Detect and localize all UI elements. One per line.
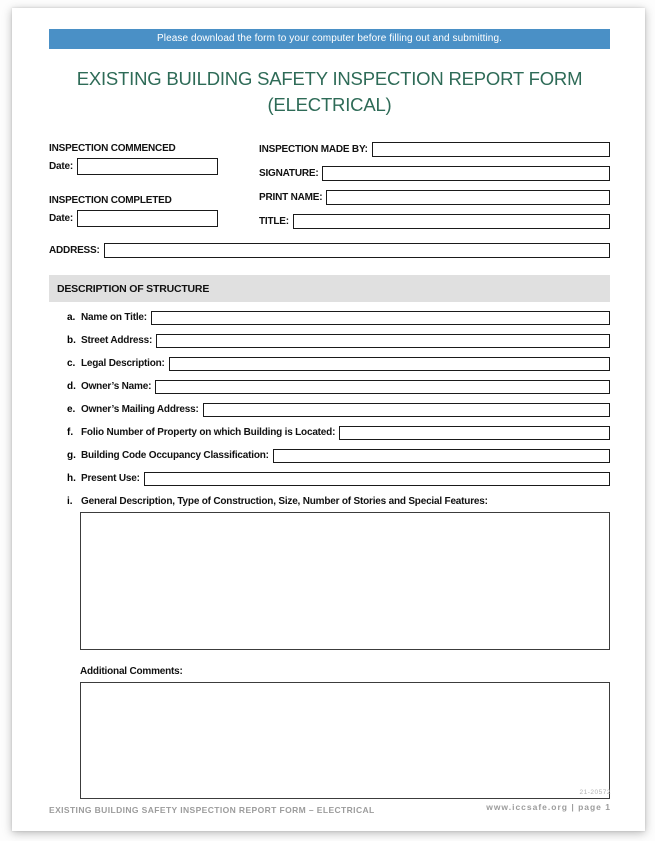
download-notice-text: Please download the form to your computer before filling out and submitting. <box>156 33 502 44</box>
inspection-completed-label: INSPECTION COMPLETED <box>49 194 172 206</box>
name-on-title-input[interactable] <box>151 311 610 325</box>
item-row-f <box>67 426 610 440</box>
general-description-textarea[interactable] <box>80 512 610 650</box>
print-name-row <box>259 190 610 205</box>
address-row <box>49 243 610 258</box>
item-letter: d. <box>67 381 76 393</box>
legal-description-input[interactable] <box>169 357 610 371</box>
item-label: Owner’s Name: <box>81 381 152 393</box>
title-input[interactable] <box>293 214 610 229</box>
print-name-input[interactable] <box>326 190 610 205</box>
item-row-i <box>67 496 610 507</box>
form-title-line2: (ELECTRICAL) <box>267 93 392 115</box>
form-title-line1: EXISTING BUILDING SAFETY INSPECTION REPORT FORM <box>76 68 583 89</box>
inspection-fields <box>49 142 610 229</box>
item-row-d <box>67 380 610 394</box>
signature-row <box>259 166 610 181</box>
section-header-text: DESCRIPTION OF STRUCTURE <box>57 282 210 295</box>
additional-comments-textarea[interactable] <box>80 682 610 799</box>
structure-items <box>49 311 610 799</box>
item-letter: i. <box>67 495 73 507</box>
item-row-a <box>67 311 610 325</box>
footer-site-page: www.iccsafe.org | page 1 <box>486 802 611 812</box>
form-page <box>12 8 645 831</box>
commenced-date-row <box>49 158 219 175</box>
item-label: Name on Title: <box>81 312 147 324</box>
page-footer <box>49 789 611 815</box>
item-label: Folio Number of Property on which Building is Located: <box>81 427 336 439</box>
title-label: TITLE: <box>259 215 289 227</box>
folio-number-input[interactable] <box>339 426 610 440</box>
present-use-input[interactable] <box>144 472 610 486</box>
item-row-e <box>67 403 610 417</box>
date-label: Date: <box>49 160 74 172</box>
street-address-input[interactable] <box>156 334 610 348</box>
inspection-made-by-input[interactable] <box>372 142 610 157</box>
item-row-h <box>67 472 610 486</box>
item-label: Building Code Occupancy Classification: <box>81 450 269 462</box>
owners-mailing-address-input[interactable] <box>203 403 610 417</box>
item-label: General Description, Type of Construction, Size, Number of Stories and Special Features: <box>81 495 488 507</box>
download-notice-banner <box>49 29 610 49</box>
item-letter: h. <box>67 473 76 485</box>
item-letter: e. <box>67 404 76 416</box>
address-label: ADDRESS: <box>49 244 100 256</box>
inspector-info-column <box>259 142 610 229</box>
inspection-made-by-label: INSPECTION MADE BY: <box>259 143 368 155</box>
footer-right-block <box>486 789 611 815</box>
print-name-label: PRINT NAME: <box>259 191 323 203</box>
item-row-b <box>67 334 610 348</box>
item-letter: a. <box>67 312 76 324</box>
signature-input[interactable] <box>322 166 610 181</box>
item-letter: g. <box>67 450 76 462</box>
title-row <box>259 214 610 229</box>
item-label: Legal Description: <box>81 358 165 370</box>
inspection-dates-column <box>49 142 219 229</box>
item-letter: b. <box>67 335 76 347</box>
inspection-commenced-date-input[interactable] <box>77 158 218 175</box>
made-by-row <box>259 142 610 157</box>
page-content <box>12 8 645 799</box>
additional-comments-label: Additional Comments: <box>80 665 183 677</box>
date-label: Date: <box>49 212 74 224</box>
signature-label: SIGNATURE: <box>259 167 319 179</box>
inspection-commenced-label: INSPECTION COMMENCED <box>49 142 176 154</box>
footer-form-name: EXISTING BUILDING SAFETY INSPECTION REPORT FORM – ELECTRICAL <box>49 805 375 815</box>
item-row-g <box>67 449 610 463</box>
address-input[interactable] <box>104 243 610 258</box>
item-label: Street Address: <box>81 335 153 347</box>
completed-date-row <box>49 210 219 227</box>
owners-name-input[interactable] <box>155 380 610 394</box>
item-letter: f. <box>67 427 74 439</box>
item-label: Owner’s Mailing Address: <box>81 404 199 416</box>
item-label: Present Use: <box>81 473 140 485</box>
item-letter: c. <box>67 358 76 370</box>
occupancy-classification-input[interactable] <box>273 449 610 463</box>
description-of-structure-header <box>49 275 610 302</box>
footer-doc-number: 21-20572 <box>579 789 611 796</box>
form-title <box>49 66 610 118</box>
inspection-completed-date-input[interactable] <box>77 210 218 227</box>
item-row-c <box>67 357 610 371</box>
